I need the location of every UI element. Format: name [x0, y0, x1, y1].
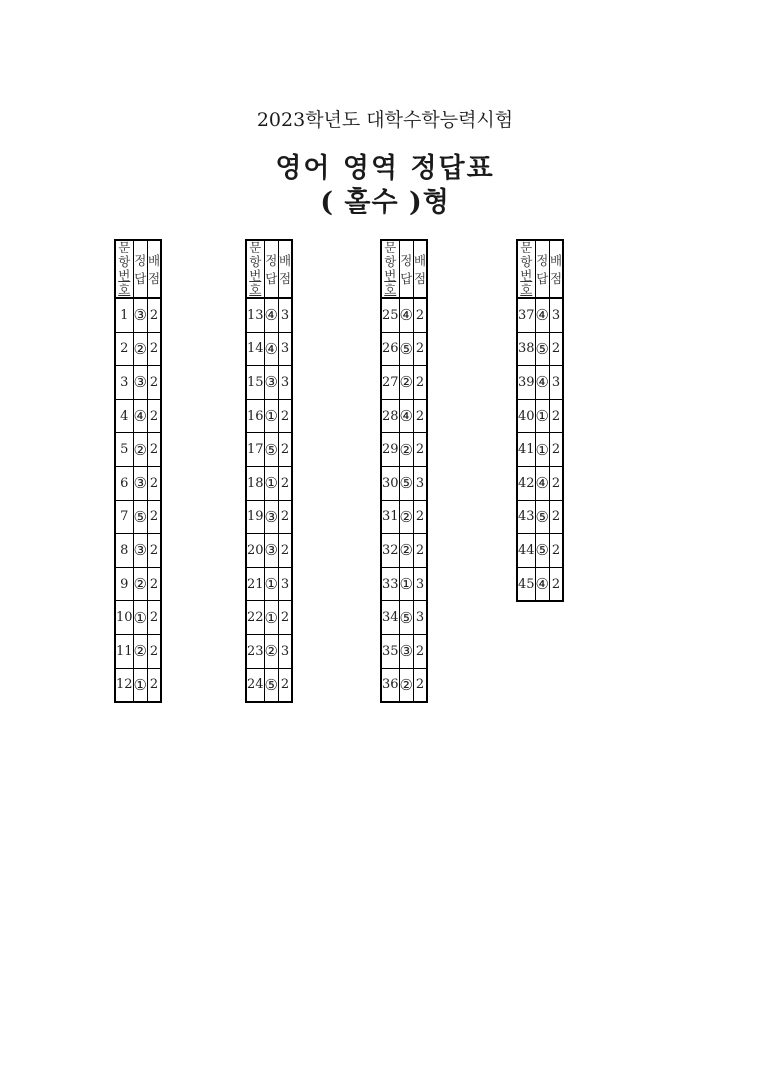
- table-row: [246, 567, 292, 601]
- answer-cell: ②: [399, 534, 413, 568]
- table-row: [381, 366, 427, 400]
- table-row: [381, 567, 427, 601]
- answer-cell: ②: [133, 567, 147, 601]
- answer-cell: ③: [264, 366, 278, 400]
- answer-cell: ②: [264, 634, 278, 668]
- question-number-cell: 10: [115, 601, 133, 635]
- answer-cell: ①: [264, 466, 278, 500]
- points-cell: 2: [279, 433, 293, 467]
- answer-cell: ④: [399, 298, 413, 332]
- question-number-cell: 42: [517, 466, 535, 500]
- question-number-cell: 17: [246, 433, 264, 467]
- question-number-cell: 25: [381, 298, 399, 332]
- points-cell: 2: [414, 332, 428, 366]
- answer-cell: ③: [264, 500, 278, 534]
- table-row: [115, 534, 161, 568]
- points-cell: 2: [279, 399, 293, 433]
- question-number-cell: 2: [115, 332, 133, 366]
- type-open: (: [320, 187, 345, 218]
- question-number-cell: 41: [517, 433, 535, 467]
- table-row: [517, 500, 563, 534]
- points-header: 배점: [414, 240, 428, 298]
- question-number-cell: 39: [517, 366, 535, 400]
- answer-cell: ④: [133, 399, 147, 433]
- table-row: [246, 601, 292, 635]
- points-cell: 2: [414, 366, 428, 400]
- question-number-cell: 34: [381, 601, 399, 635]
- question-number-header-label: [116, 241, 133, 297]
- points-cell: 3: [550, 366, 564, 400]
- points-cell: 2: [148, 433, 162, 467]
- points-cell: 2: [279, 668, 293, 702]
- answer-cell: ②: [399, 433, 413, 467]
- answer-cell: ①: [264, 399, 278, 433]
- points-cell: 2: [550, 567, 564, 601]
- answer-cell: ③: [133, 298, 147, 332]
- question-number-header-line1: 문항: [384, 240, 397, 269]
- answer-header: 정답: [535, 240, 549, 298]
- type-close: )형: [398, 187, 450, 218]
- question-number-header-line2: 번호: [520, 268, 533, 297]
- question-number-header-line1: 문항: [118, 240, 131, 269]
- table-row: [381, 500, 427, 534]
- answer-cell: ③: [264, 534, 278, 568]
- answer-cell: ⑤: [133, 500, 147, 534]
- points-cell: 2: [550, 534, 564, 568]
- answer-cell: ②: [399, 500, 413, 534]
- table-row: [115, 567, 161, 601]
- question-number-header: [115, 240, 133, 298]
- answer-header: 정답: [399, 240, 413, 298]
- table-row: [246, 466, 292, 500]
- question-number-cell: 35: [381, 634, 399, 668]
- question-number-cell: 14: [246, 332, 264, 366]
- question-number-cell: 22: [246, 601, 264, 635]
- question-number-cell: 4: [115, 399, 133, 433]
- question-number-cell: 33: [381, 567, 399, 601]
- question-number-cell: 16: [246, 399, 264, 433]
- answer-cell: ⑤: [399, 332, 413, 366]
- answer-cell: ④: [535, 366, 549, 400]
- table-row: [115, 433, 161, 467]
- table-row: [246, 433, 292, 467]
- question-number-cell: 21: [246, 567, 264, 601]
- question-number-header-label: [518, 241, 535, 297]
- question-number-cell: 19: [246, 500, 264, 534]
- points-cell: 3: [279, 567, 293, 601]
- points-cell: 2: [550, 466, 564, 500]
- question-number-cell: 5: [115, 433, 133, 467]
- question-number-cell: 44: [517, 534, 535, 568]
- question-number-header-line2: 번호: [118, 268, 131, 297]
- points-cell: 2: [414, 668, 428, 702]
- question-number-cell: 6: [115, 466, 133, 500]
- table-row: [246, 332, 292, 366]
- points-header: 배점: [279, 240, 293, 298]
- points-cell: 2: [279, 500, 293, 534]
- answer-header: 정답: [133, 240, 147, 298]
- table-row: [115, 668, 161, 702]
- table-row: [246, 298, 292, 332]
- answer-cell: ④: [264, 332, 278, 366]
- answer-cell: ⑤: [264, 433, 278, 467]
- answer-cell: ①: [264, 601, 278, 635]
- answer-cell: ①: [133, 601, 147, 635]
- table-row: [246, 534, 292, 568]
- question-number-cell: 37: [517, 298, 535, 332]
- answer-cell: ③: [133, 466, 147, 500]
- question-number-cell: 3: [115, 366, 133, 400]
- question-number-header-label: [382, 241, 399, 297]
- points-cell: 3: [550, 298, 564, 332]
- question-number-cell: 8: [115, 534, 133, 568]
- answer-cell: ④: [399, 399, 413, 433]
- question-number-cell: 24: [246, 668, 264, 702]
- points-cell: 2: [148, 366, 162, 400]
- points-cell: 3: [414, 466, 428, 500]
- question-number-cell: 32: [381, 534, 399, 568]
- table-row: [246, 500, 292, 534]
- question-number-cell: 12: [115, 668, 133, 702]
- answer-cell: ①: [535, 399, 549, 433]
- points-cell: 3: [279, 298, 293, 332]
- points-cell: 2: [148, 634, 162, 668]
- table-row: [517, 332, 563, 366]
- exam-type-name: 홀수: [344, 187, 399, 218]
- points-cell: 2: [414, 433, 428, 467]
- points-cell: 2: [148, 534, 162, 568]
- question-number-cell: 15: [246, 366, 264, 400]
- points-cell: 2: [279, 466, 293, 500]
- points-cell: 2: [148, 332, 162, 366]
- answer-cell: ④: [535, 298, 549, 332]
- question-number-cell: 45: [517, 567, 535, 601]
- question-number-cell: 28: [381, 399, 399, 433]
- points-cell: 2: [148, 500, 162, 534]
- question-number-header: [381, 240, 399, 298]
- table-row: [517, 399, 563, 433]
- question-number-cell: 31: [381, 500, 399, 534]
- answer-cell: ③: [399, 634, 413, 668]
- points-cell: 2: [148, 668, 162, 702]
- question-number-header-line2: 번호: [384, 268, 397, 297]
- table-row: [246, 399, 292, 433]
- header-row: [517, 240, 563, 298]
- answer-cell: ④: [535, 466, 549, 500]
- question-number-cell: 30: [381, 466, 399, 500]
- table-row: [115, 500, 161, 534]
- table-row: [381, 332, 427, 366]
- header-row: [115, 240, 161, 298]
- answer-block-3: [380, 239, 428, 703]
- table-row: [246, 668, 292, 702]
- points-cell: 2: [414, 534, 428, 568]
- points-cell: 2: [414, 298, 428, 332]
- table-row: [381, 634, 427, 668]
- answer-cell: ②: [133, 433, 147, 467]
- table-row: [381, 601, 427, 635]
- table-row: [517, 366, 563, 400]
- table-row: [381, 466, 427, 500]
- points-cell: 2: [148, 567, 162, 601]
- question-number-header-line2: 번호: [249, 268, 262, 297]
- question-number-cell: 18: [246, 466, 264, 500]
- answer-sheet-title: 영어 영역 정답표: [275, 153, 495, 184]
- table-row: [246, 366, 292, 400]
- table-row: [517, 466, 563, 500]
- table-row: [115, 399, 161, 433]
- table-row: [517, 433, 563, 467]
- exam-title: 2023학년도 대학수학능력시험: [256, 109, 514, 131]
- question-number-header-line1: 문항: [520, 240, 533, 269]
- answer-cell: ①: [264, 567, 278, 601]
- question-number-cell: 20: [246, 534, 264, 568]
- answer-cell: ③: [133, 534, 147, 568]
- exam-type-line: [0, 180, 770, 219]
- points-cell: 2: [550, 500, 564, 534]
- table-row: [115, 366, 161, 400]
- header-row: [381, 240, 427, 298]
- points-cell: 2: [550, 433, 564, 467]
- table-row: [517, 298, 563, 332]
- points-cell: 2: [414, 634, 428, 668]
- answer-cell: ⑤: [535, 534, 549, 568]
- points-cell: 2: [414, 500, 428, 534]
- answer-cell: ①: [399, 567, 413, 601]
- answer-block-1: [114, 239, 162, 703]
- answer-cell: ⑤: [399, 466, 413, 500]
- table-row: [115, 466, 161, 500]
- answer-cell: ⑤: [264, 668, 278, 702]
- points-cell: 2: [550, 399, 564, 433]
- points-cell: 2: [148, 298, 162, 332]
- question-number-cell: 29: [381, 433, 399, 467]
- table-row: [381, 668, 427, 702]
- answer-cell: ②: [399, 668, 413, 702]
- question-number-cell: 11: [115, 634, 133, 668]
- table-row: [381, 298, 427, 332]
- question-number-cell: 27: [381, 366, 399, 400]
- question-number-cell: 38: [517, 332, 535, 366]
- points-cell: 2: [148, 466, 162, 500]
- question-number-header: [517, 240, 535, 298]
- question-number-cell: 26: [381, 332, 399, 366]
- answer-cell: ⑤: [535, 500, 549, 534]
- table-row: [115, 601, 161, 635]
- table-row: [115, 332, 161, 366]
- answer-cell: ⑤: [535, 332, 549, 366]
- answer-cell: ②: [133, 634, 147, 668]
- points-cell: 3: [279, 634, 293, 668]
- points-cell: 3: [279, 332, 293, 366]
- answer-header: 정답: [264, 240, 278, 298]
- answer-cell: ④: [264, 298, 278, 332]
- question-number-cell: 40: [517, 399, 535, 433]
- points-cell: 2: [148, 601, 162, 635]
- question-number-header-label: [247, 241, 264, 297]
- table-row: [381, 433, 427, 467]
- table-row: [115, 634, 161, 668]
- points-header: 배점: [550, 240, 564, 298]
- question-number-cell: 13: [246, 298, 264, 332]
- points-cell: 2: [279, 534, 293, 568]
- question-number-header-line1: 문항: [249, 240, 262, 269]
- answer-cell: ⑤: [399, 601, 413, 635]
- table-row: [517, 534, 563, 568]
- table-row: [115, 298, 161, 332]
- points-cell: 2: [148, 399, 162, 433]
- question-number-cell: 23: [246, 634, 264, 668]
- points-cell: 3: [279, 366, 293, 400]
- table-row: [517, 567, 563, 601]
- points-cell: 3: [414, 567, 428, 601]
- table-row: [246, 634, 292, 668]
- question-number-cell: 7: [115, 500, 133, 534]
- question-number-cell: 43: [517, 500, 535, 534]
- answer-cell: ②: [399, 366, 413, 400]
- question-number-cell: 9: [115, 567, 133, 601]
- points-cell: 2: [550, 332, 564, 366]
- answer-cell: ①: [133, 668, 147, 702]
- table-row: [381, 399, 427, 433]
- answer-cell: ③: [133, 366, 147, 400]
- question-number-header: [246, 240, 264, 298]
- header-row: [246, 240, 292, 298]
- table-row: [381, 534, 427, 568]
- points-header: 배점: [148, 240, 162, 298]
- question-number-cell: 36: [381, 668, 399, 702]
- points-cell: 3: [414, 601, 428, 635]
- answer-block-2: [245, 239, 293, 703]
- question-number-cell: 1: [115, 298, 133, 332]
- points-cell: 2: [279, 601, 293, 635]
- answer-block-4: [516, 239, 564, 602]
- answer-cell: ④: [535, 567, 549, 601]
- answer-cell: ①: [535, 433, 549, 467]
- points-cell: 2: [414, 399, 428, 433]
- answer-cell: ②: [133, 332, 147, 366]
